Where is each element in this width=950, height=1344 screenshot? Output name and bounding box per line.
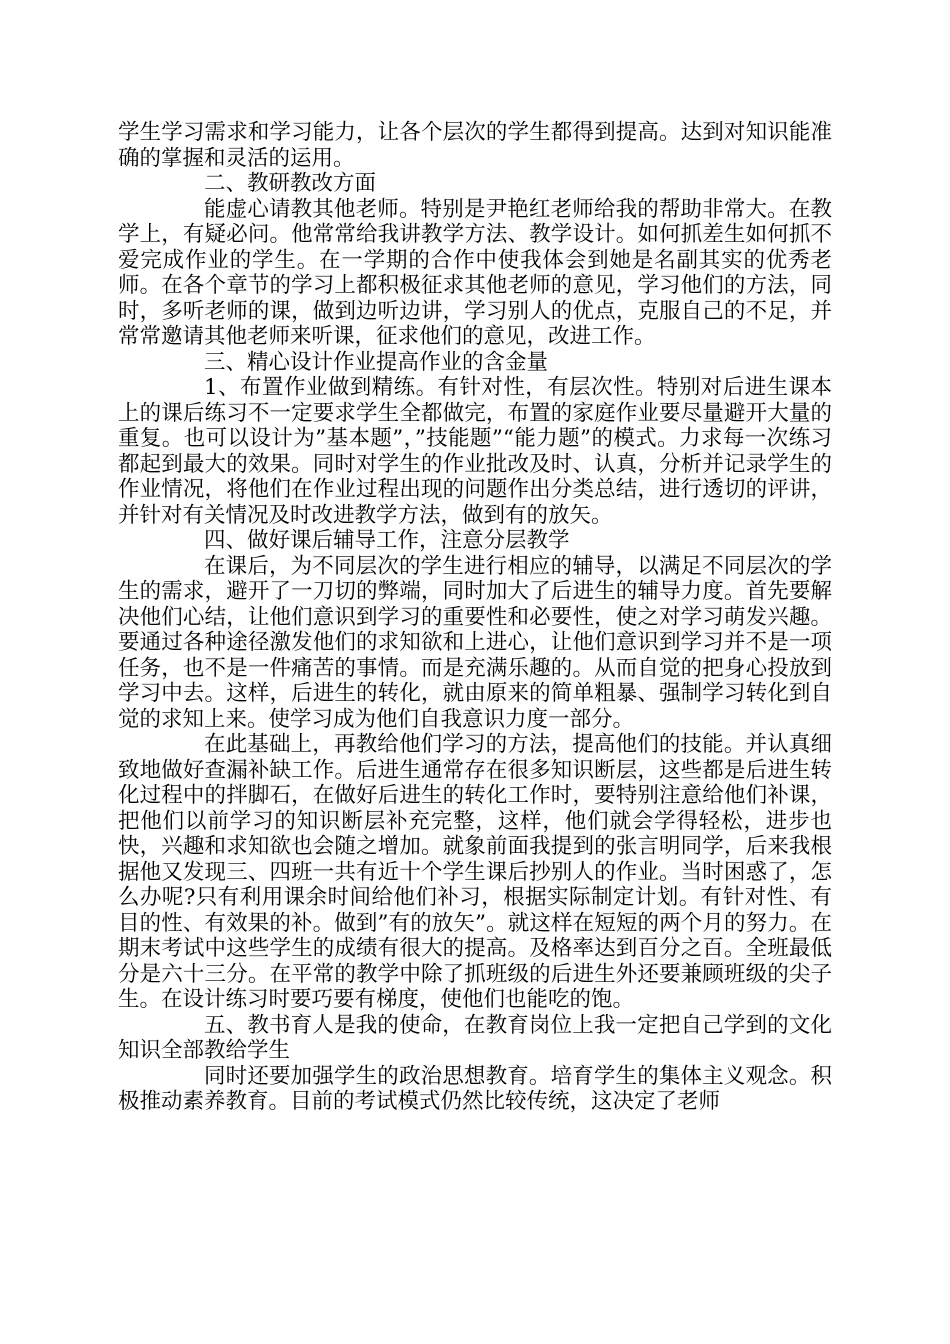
section-heading-3: 三、精心设计作业提高作业的含金量 [204,349,549,375]
paragraph-after-class-tutoring: 在课后，为不同层次的学生进行相应的辅导，以满足不同层次的学生的需求，避开了一刀切的弊端，同时加大了后进生的辅导力度。首先要解决他们心结，让他们意识到学习的重要性和必要性，使之对学习萌发兴趣。要通过各种途径激发他们的求知欲和上进心，让他们意识到学习并不是一项任务，也不是一件痛苦的事情。而是充满乐趣的。从而自觉的把身心投放到学习中去。这样，后进生的转化，就由原来的简单粗暴、强制学习转化到自觉的求知上来。使学习成为他们自我意识力度一部分。 [118,553,832,732]
section-heading-4: 四、做好课后辅导工作，注意分层教学 [204,528,570,553]
paragraph-research-reform: 能虚心请教其他老师。特别是尹艳红老师给我的帮助非常大。在教学上，有疑必问。他常常给我讲教学方法、教学设计。如何抓差生如何抓不爱完成作业的学生。在一学期的合作中使我体会到她是名副其实的优秀老师。在各个章节的学习上都积极征求其他老师的意见，学习他们的方法，同时，多听老师的课，做到边听边讲，学习别人的优点，克服自己的不足，并常常邀请其他老师来听课，征求他们的意见，改进工作。 [118,196,832,349]
paragraph-learning-methods: 在此基础上，再教给他们学习的方法，提高他们的技能。并认真细致地做好查漏补缺工作。后进生通常存在很多知识断层，这些都是后进生转化过程中的拌脚石，在做好后进生的转化工作时，要特别注意给他们补课，把他们以前学习的知识断层补充完整，这样，他们就会学得轻松，进步也快，兴趣和求知欲也会随之增加。就象前面我提到的张言明同学，后来我根据他又发现三、四班一共有近十个学生课后抄别人的作业。当时困惑了，怎么办呢?只有利用课余时间给他们补习，根据实际制定计划。有针对性、有目的性、有效果的补。做到”有的放矢”。就这样在短短的两个月的努力。在期末考试中这些学生的成绩有很大的提高。及格率达到百分之百。全班最低分是六十三分。在平常的教学中除了抓班级的后进生外还要兼顾班级的尖子生。在设计练习时要巧要有梯度，使他们也能吃的饱。 [118,732,832,1012]
paragraph-moral-education: 同时还要加强学生的政治思想教育。培育学生的集体主义观念。积极推动素养教育。目前的考试模式仍然比较传统，这决定了老师 [118,1063,832,1114]
document-page [118,120,832,1115]
section-heading-2: 二、教研教改方面 [204,171,377,196]
paragraph-intro-continuation: 学生学习需求和学习能力，让各个层次的学生都得到提高。达到对知识能准确的掌握和灵活的运用。 [118,120,832,171]
section-heading-5: 五、教书育人是我的使命，在教育岗位上我一定把自己学到的文化知识全部教给学生 [118,1012,832,1063]
paragraph-homework-design: 1、布置作业做到精练。有针对性，有层次性。特别对后进生课本上的课后练习不一定要求学生全都做完，布置的家庭作业要尽量避开大量的重复。也可以设计为”基本题”，”技能题”“能力题”的模式。力求每一次练习都起到最大的效果。同时对学生的作业批改及时、认真，分析并记录学生的作业情况，将他们在作业过程出现的问题作出分类总结，进行透切的评讲，并针对有关情况及时改进教学方法，做到有的放矢。 [118,375,832,528]
